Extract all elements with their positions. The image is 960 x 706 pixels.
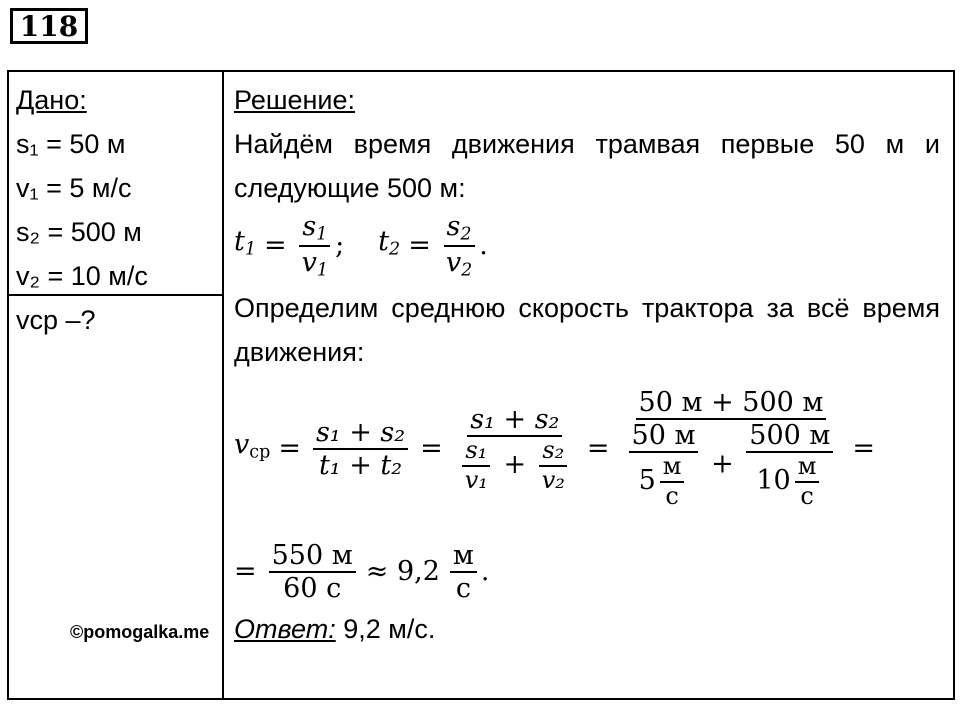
given-line-v1: v₁ = 5 м/с — [16, 173, 132, 203]
solution-text-2: Определим среднюю скорость трактора за всё время движения: — [234, 293, 940, 367]
answer-value: 9,2 м/с. — [343, 614, 436, 644]
table-divider-vertical — [222, 70, 224, 700]
solution-text-1: Найдём время движения трамвая первые 50 м и следующие 500 м: — [234, 129, 940, 203]
fraction-numeric: 50 м + 500 м 50 м 5 $\frac{м}{с}$ + 500 м 10 $\frac{м}{с}$ — [622, 387, 841, 510]
given-header: Дано: — [16, 85, 87, 115]
average-speed-equation: $v_{ср}$ = $\frac{\text{s₁ + s₂}}{\text{t₁ + t₂}}$ = s₁ + s₂ $\frac{\text{s₁}}{\text{v₁}}$ + $\frac{\text{s₂}}{\text{v₂}}$ = 50 м + 500 м 50 м 5 $\frac{м}{с}$ + 500 м 10 $\frac{м}{с}$ = — [234, 387, 876, 511]
given-section — [16, 78, 148, 298]
find-quantity: vср –? — [16, 305, 96, 335]
problem-number: 118 — [10, 8, 88, 44]
fraction-s-over-t: $\frac{\text{s₁ + s₂}}{\text{t₁ + t₂}}$ — [313, 417, 408, 481]
t2-symbol: $t_2$ — [378, 226, 401, 260]
fraction-s-over-s-v: s₁ + s₂ $\frac{\text{s₁}}{\text{v₁}}$ + $\frac{\text{s₂}}{\text{v₂}}$ — [455, 404, 575, 494]
solution-header: Решение: — [234, 85, 356, 115]
fraction-s1-v1: $\frac{s_1}{v_1}$ — [299, 211, 331, 280]
solution-section — [234, 78, 940, 620]
given-line-s1: s₁ = 50 м — [16, 129, 126, 159]
fraction-result: $\frac{550 м}{60 с}$ — [269, 540, 356, 604]
t1-symbol: $t_1$ — [234, 226, 257, 260]
vcp-symbol: $v_{ср}$ — [234, 429, 271, 463]
answer-line — [234, 614, 435, 645]
given-line-v2: v₂ = 10 м/с — [16, 261, 148, 291]
given-line-s2: s₂ = 500 м — [16, 217, 142, 247]
fraction-s2-v2: $\frac{s_2}{v_2}$ — [443, 211, 475, 280]
copyright-watermark: ©pomogalka.me — [70, 622, 210, 642]
result-equation: = $\frac{550 м}{60 с}$ ≈ 9,2 $\frac{м}{с}$ . — [234, 539, 490, 604]
time-equations: $t_1$ = $\frac{s_1}{v_1}$ ; $t_2$ = $\frac{s_2}{v_2}$ . — [234, 211, 488, 281]
fraction-unit-ms: $\frac{м}{с}$ — [450, 540, 477, 604]
answer-label: Ответ: — [234, 614, 336, 644]
